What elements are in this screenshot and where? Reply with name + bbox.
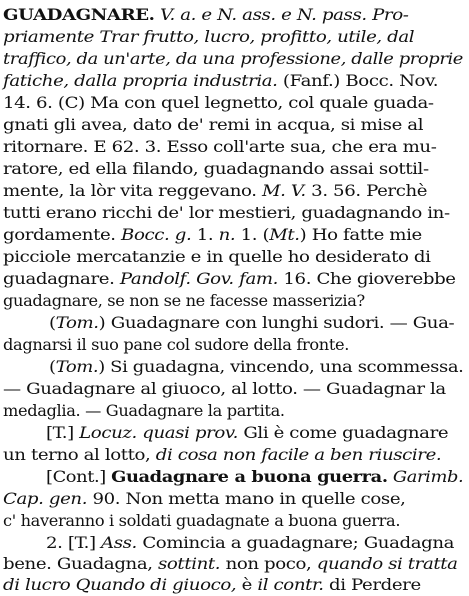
text-line — [3, 4, 408, 26]
italic-text: M. V. — [261, 181, 306, 200]
text-line — [3, 378, 446, 400]
text-line — [3, 488, 406, 510]
text-line — [3, 246, 430, 268]
text-run: [T.] — [46, 423, 80, 442]
text-line — [3, 114, 423, 136]
text-run: gordamente. — [3, 225, 122, 244]
text-run: tutti erano ricchi de' lor mestieri, guadagnando in- — [3, 203, 450, 222]
text-run: picciole mercatanzie e in quelle ho desiderato di — [3, 247, 431, 266]
italic-text: il contr. — [257, 575, 324, 594]
italic-text: di lucro Quando di giuoco, — [3, 575, 237, 594]
text-run: mente, la lòr vita reggevano. — [3, 181, 262, 200]
italic-text: Tom. — [55, 313, 99, 332]
text-line — [46, 532, 454, 554]
italic-text: Garimb. — [392, 467, 464, 486]
italic-text: sottint. — [157, 554, 221, 573]
italic-text: Locuz. quasi prov. — [79, 423, 238, 442]
text-line — [3, 268, 456, 290]
text-line — [3, 180, 427, 202]
text-line — [49, 356, 463, 378]
text-run: 3. 56. Perchè — [305, 181, 428, 200]
text-line — [3, 400, 285, 422]
bold-term: Guadagnare a buona guerra. — [111, 467, 388, 486]
text-line — [3, 70, 438, 92]
text-run: 16. Che gioverebbe — [278, 269, 456, 288]
text-run: — Guadagnare al giuoco, al lotto. — Guadagnar la — [3, 379, 446, 398]
text-line — [3, 48, 463, 70]
text-run: gnati gli avea, dato de' remi in acqua, si mise al — [3, 115, 424, 134]
italic-text: Cap. gen. — [3, 489, 88, 508]
italic-text: di cosa non facile a ben riuscire. — [155, 445, 442, 464]
text-line — [3, 290, 365, 312]
text-run: Comincia a guadagnare; Guadagna — [136, 533, 455, 552]
italic-text: traffico, da un'arte, da una professione, dalle proprie — [3, 49, 463, 68]
text-line — [3, 510, 400, 532]
text-line — [3, 92, 434, 114]
text-run: 1. — [191, 225, 219, 244]
text-run: 1. ( — [235, 225, 270, 244]
text-run: è — [236, 575, 258, 594]
text-run: ratore, ed ella filando, guadagnando assai sottil- — [3, 159, 429, 178]
text-line — [3, 574, 421, 596]
text-run: un terno al lotto, — [3, 445, 156, 464]
text-run: 2. — [46, 533, 68, 552]
text-run: bene. Guadagna, — [3, 554, 158, 573]
italic-text: Bocc. g. — [121, 225, 192, 244]
text-run: dagnarsi il suo pane col sudore della fronte. — [3, 335, 350, 354]
text-run: ) Si guadagna, vincendo, una scommessa. — [98, 357, 464, 376]
text-line — [3, 224, 422, 246]
text-line — [3, 136, 436, 158]
text-run: guadagnare. — [3, 269, 120, 288]
text-run: ( — [49, 313, 56, 332]
text-run: (Fanf.) Bocc. Nov. — [277, 71, 439, 90]
text-line — [3, 202, 450, 224]
text-run: Gli è come guadagnare — [237, 423, 449, 442]
text-run: ) Guadagnare con lunghi sudori. — Gua- — [98, 313, 455, 332]
text-run: guadagnare, se non se ne facesse masserizia? — [3, 291, 365, 310]
text-line — [49, 312, 454, 334]
text-run: di Perdere — [323, 575, 421, 594]
bold-term: GUADAGNARE. — [3, 5, 155, 24]
text-line — [3, 158, 429, 180]
text-run: medaglia. — Guadagnare la partita. — [3, 401, 285, 420]
text-run: non poco, — [220, 554, 317, 573]
text-run: ritornare. E 62. 3. Esso coll'arte sua, che era mu- — [3, 137, 437, 156]
text-line — [46, 422, 448, 444]
italic-text: V. a. e N. ass. e N. pass. Pro- — [159, 5, 409, 24]
text-run: ( — [49, 357, 56, 376]
italic-text: quando si tratta — [316, 554, 458, 573]
italic-text: n. — [218, 225, 236, 244]
italic-text: Mt. — [269, 225, 300, 244]
text-line — [3, 553, 458, 575]
text-run: [T.] — [67, 533, 102, 552]
italic-text: Pandolf. Gov. fam. — [119, 269, 279, 288]
text-line — [46, 466, 463, 488]
italic-text: Ass. — [101, 533, 137, 552]
text-line — [3, 334, 349, 356]
italic-text: fatiche, dalla propria industria. — [3, 71, 278, 90]
italic-text: priamente Trar frutto, lucro, profitto, utile, dal — [3, 27, 415, 46]
text-run: 14. 6. (C) Ma con quel legnetto, col quale guada- — [3, 93, 434, 112]
text-run: ) Ho fatte mie — [299, 225, 422, 244]
italic-text: Tom. — [55, 357, 99, 376]
text-run: 90. Non metta mano in quelle cose, — [87, 489, 406, 508]
text-line — [3, 26, 414, 48]
text-run: c' haveranno i soldati guadagnate a buona guerra. — [3, 511, 401, 530]
text-line — [3, 444, 441, 466]
text-run: [Cont.] — [46, 467, 112, 486]
